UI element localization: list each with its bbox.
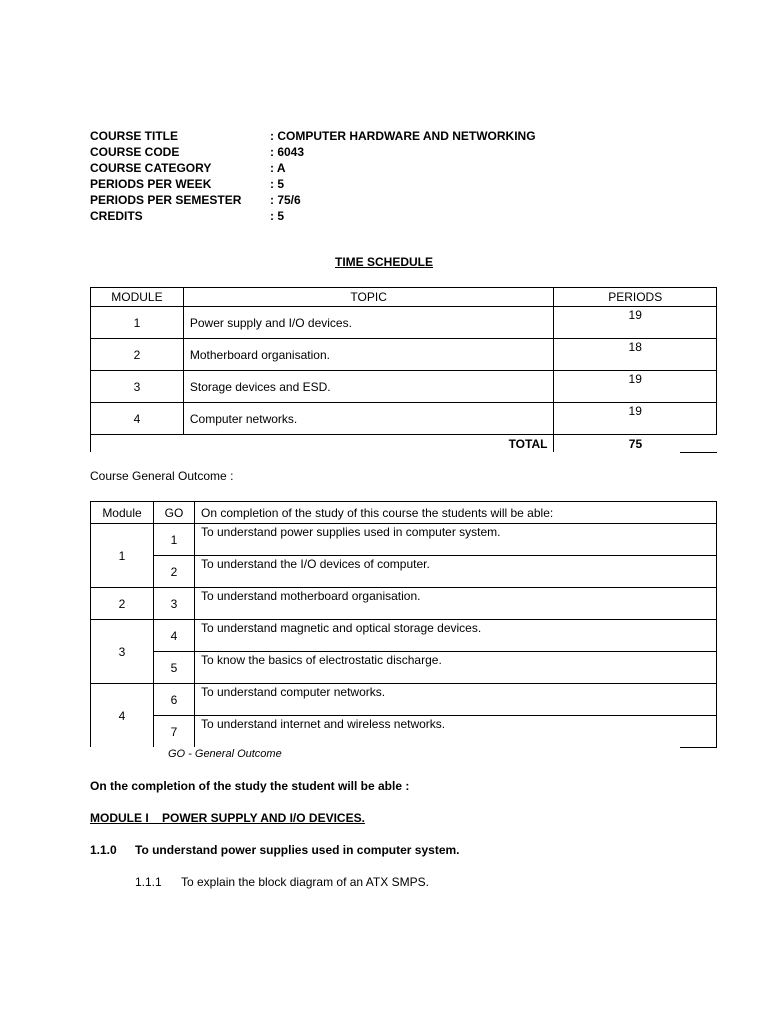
header-topic: TOPIC	[183, 288, 554, 307]
table-row	[91, 652, 717, 684]
cell-topic: Computer networks.	[183, 403, 554, 435]
header-module: Module	[91, 502, 154, 524]
table-row	[91, 588, 717, 620]
cell-periods	[554, 307, 717, 339]
info-value: : COMPUTER HARDWARE AND NETWORKING	[270, 129, 536, 143]
header-statement: On completion of the study of this course the students will be able:	[195, 502, 717, 524]
table-underline	[680, 452, 717, 453]
info-label: CREDITS	[90, 209, 143, 223]
cell-module: 2	[91, 588, 154, 620]
cell-statement: To understand computer networks.	[195, 684, 717, 716]
info-value: : 6043	[270, 145, 305, 159]
periods-per-semester-row	[90, 192, 536, 208]
table-row	[91, 684, 717, 716]
cell-go: 4	[154, 620, 195, 652]
intro-text: On the completion of the study the student will be able :	[90, 779, 410, 793]
info-label: COURSE CATEGORY	[90, 161, 212, 175]
info-value: : 5	[270, 209, 285, 223]
item-text: To understand power supplies used in computer system.	[135, 843, 460, 857]
header-module: MODULE	[91, 288, 184, 307]
cell-statement: To understand internet and wireless networks.	[195, 716, 717, 748]
cell-statement: To understand magnetic and optical storage devices.	[195, 620, 717, 652]
cell-module: 4	[91, 403, 184, 435]
info-label: PERIODS PER SEMESTER	[90, 193, 242, 207]
total-label: TOTAL	[91, 435, 554, 453]
total-value: 75	[554, 435, 717, 453]
cell-module: 3	[91, 620, 154, 684]
credits-row	[90, 208, 536, 224]
info-label: PERIODS PER WEEK	[90, 177, 212, 191]
info-label: COURSE TITLE	[90, 129, 179, 143]
cell-periods	[554, 403, 717, 435]
course-info	[90, 128, 536, 224]
cell-go: 5	[154, 652, 195, 684]
cell-go: 3	[154, 588, 195, 620]
cell-statement: To understand power supplies used in computer system.	[195, 524, 717, 556]
periods-value: 18	[628, 340, 642, 354]
module-heading: MODULE I POWER SUPPLY AND I/O DEVICES.	[90, 811, 365, 825]
course-general-outcome-label: Course General Outcome :	[90, 469, 234, 483]
outcome-1-1-0	[90, 843, 460, 857]
table-row	[91, 371, 717, 403]
cell-periods	[554, 339, 717, 371]
cell-module: 1	[91, 524, 154, 588]
table-row	[91, 339, 717, 371]
info-value: : 75/6	[270, 193, 301, 207]
cell-go: 1	[154, 524, 195, 556]
cell-topic: Power supply and I/O devices.	[183, 307, 554, 339]
cell-module: 3	[91, 371, 184, 403]
go-footnote: GO - General Outcome	[168, 748, 282, 760]
item-number: 1.1.1	[135, 875, 162, 889]
header-periods: PERIODS	[554, 288, 717, 307]
table-row	[91, 403, 717, 435]
cell-go: 7	[154, 716, 195, 748]
table-underline	[680, 747, 717, 748]
table-row	[91, 524, 717, 556]
course-title-row	[90, 128, 536, 144]
item-text: To explain the block diagram of an ATX SMPS.	[181, 875, 429, 889]
table-row	[91, 307, 717, 339]
periods-value: 19	[628, 308, 642, 322]
table-row	[91, 716, 717, 748]
cell-periods	[554, 371, 717, 403]
cell-statement: To understand motherboard organisation.	[195, 588, 717, 620]
table-header-row	[91, 288, 717, 307]
info-value: : A	[270, 161, 286, 175]
outcome-1-1-1	[135, 875, 429, 889]
time-schedule-heading: TIME SCHEDULE	[334, 255, 433, 269]
table-row	[91, 620, 717, 652]
cell-topic: Motherboard organisation.	[183, 339, 554, 371]
time-schedule-table	[90, 287, 717, 452]
periods-per-week-row	[90, 176, 536, 192]
course-code-row	[90, 144, 536, 160]
cell-module: 4	[91, 684, 154, 748]
general-outcome-table	[90, 501, 717, 747]
cell-topic: Storage devices and ESD.	[183, 371, 554, 403]
item-number: 1.1.0	[90, 843, 117, 857]
cell-statement: To understand the I/O devices of computer.	[195, 556, 717, 588]
table-row	[91, 556, 717, 588]
cell-module: 2	[91, 339, 184, 371]
course-category-row	[90, 160, 536, 176]
total-row	[91, 435, 717, 453]
table-header-row	[91, 502, 717, 524]
info-value: : 5	[270, 177, 285, 191]
periods-value: 19	[628, 404, 642, 418]
periods-value: 19	[628, 372, 642, 386]
cell-statement: To know the basics of electrostatic discharge.	[195, 652, 717, 684]
cell-go: 6	[154, 684, 195, 716]
info-label: COURSE CODE	[90, 145, 180, 159]
header-go: GO	[154, 502, 195, 524]
cell-go: 2	[154, 556, 195, 588]
cell-module: 1	[91, 307, 184, 339]
